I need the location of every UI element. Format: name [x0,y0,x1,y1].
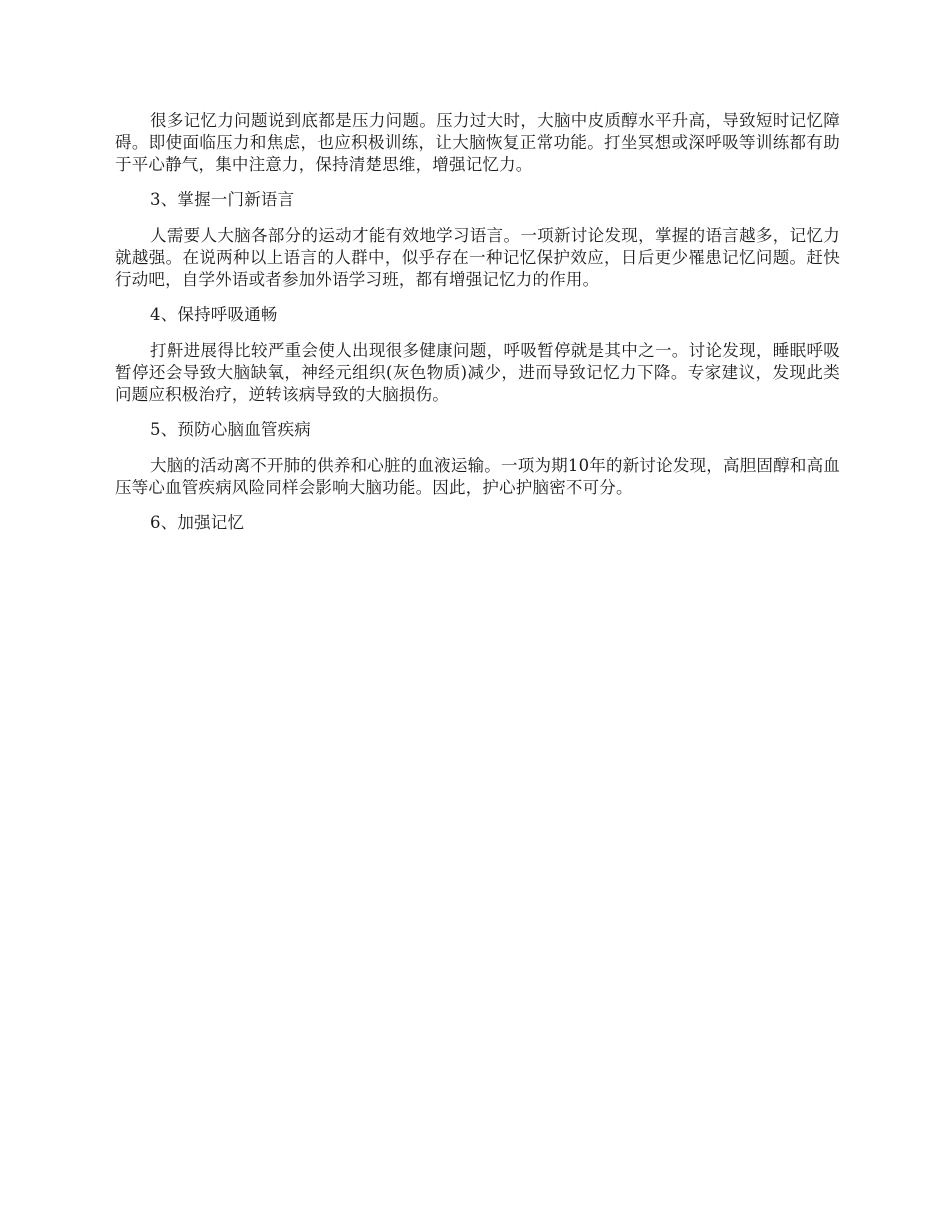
heading-cardiovascular: 5、预防心脑血管疾病 [150,420,311,439]
document-page [115,110,840,548]
paragraph-cardiovascular: 大脑的活动离不开肺的供养和心脏的血液运输。一项为期10年的新讨论发现，高胆固醇和高血压等心血管疾病风险同样会影响大脑功能。因此，护心护脑密不可分。 [115,456,840,497]
heading-strengthen-memory: 6、加强记忆 [150,513,245,532]
heading-new-language: 3、掌握一门新语言 [150,190,295,209]
paragraph-breathing: 打鼾进展得比较严重会使人出现很多健康问题，呼吸暂停就是其中之一。讨论发现，睡眠呼吸暂停还会导致大脑缺氧，神经元组织(灰色物质)减少，进而导致记忆力下降。专家建议，发现此类问题应积极治疗，逆转该病导致的大脑损伤。 [115,341,840,404]
heading-breathing: 4、保持呼吸通畅 [150,305,278,324]
paragraph-new-language: 人需要人大脑各部分的运动才能有效地学习语言。一项新讨论发现，掌握的语言越多，记忆力就越强。在说两种以上语言的人群中，似乎存在一种记忆保护效应，日后更少罹患记忆问题。赶快行动吧，自学外语或者参加外语学习班，都有增强记忆力的作用。 [115,226,840,289]
paragraph-stress: 很多记忆力问题说到底都是压力问题。压力过大时，大脑中皮质醇水平升高，导致短时记忆障碍。即使面临压力和焦虑，也应积极训练，让大脑恢复正常功能。打坐冥想或深呼吸等训练都有助于平心静气，集中注意力，保持清楚思维，增强记忆力。 [115,111,840,174]
